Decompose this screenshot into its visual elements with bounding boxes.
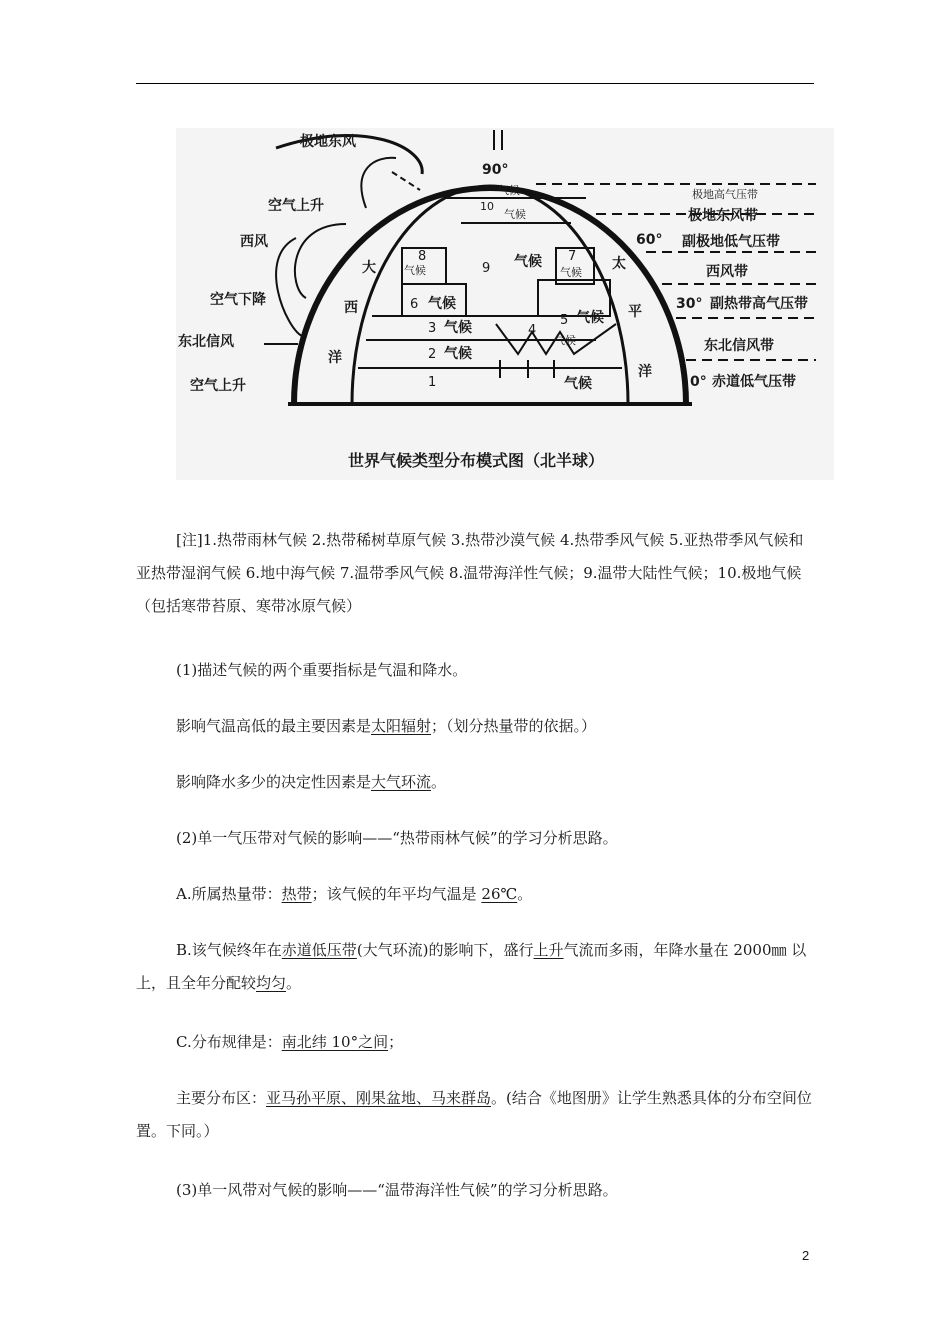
answer-latitude: 南北纬 10°之间 bbox=[281, 1033, 389, 1051]
label-polar-easterly: 极地东风 bbox=[300, 134, 356, 150]
label-equatorial-low: 赤道低气压带 bbox=[712, 374, 796, 390]
ocean-atlantic-2: 西 bbox=[344, 300, 358, 316]
answer-tropical: 热带 bbox=[281, 885, 312, 903]
label-westerly: 西风 bbox=[240, 234, 268, 250]
paragraph-8: 主要分布区：亚马孙平原、刚果盆地、马来群岛。(结合《地图册》让学生熟悉具体的分布空间位置。下同。） bbox=[136, 1089, 812, 1140]
label-air-rise: 空气上升 bbox=[268, 198, 324, 214]
label-deg90: 90° bbox=[482, 162, 509, 178]
answer-equatorial-low: 赤道低压带 bbox=[281, 941, 357, 959]
climate-word-5: 气候 bbox=[576, 310, 604, 326]
label-deg30: 30° bbox=[676, 296, 703, 312]
page-number: 2 bbox=[802, 1248, 810, 1263]
zone-1: 1 bbox=[428, 375, 437, 390]
paragraph-7: C.分布规律是：南北纬 10°之间； bbox=[176, 1033, 404, 1051]
climate-diagram bbox=[176, 128, 834, 480]
climate-distribution-figure bbox=[176, 128, 834, 480]
label-polar-high: 极地高气压带 bbox=[692, 188, 758, 201]
answer-regions: 亚马孙平原、刚果盆地、马来群岛 bbox=[266, 1089, 492, 1107]
climate-word-10a: 气候 bbox=[498, 184, 520, 197]
answer-atmospheric-circulation: 大气环流 bbox=[371, 773, 432, 791]
label-subpolar-low: 副极地低气压带 bbox=[682, 234, 780, 250]
label-polar-east-belt: 极地东风带 bbox=[688, 208, 758, 224]
zone-7: 7 bbox=[568, 249, 577, 264]
paragraph-5: A.所属热量带：热带；该气候的年平均气温是 26℃。 bbox=[176, 885, 533, 903]
climate-word-9: 气候 bbox=[514, 254, 542, 270]
climate-word-10b: 气候 bbox=[504, 208, 526, 221]
legend-note: [注]1.热带雨林气候 2.热带稀树草原气候 3.热带沙漠气候 4.热带季风气候 5.亚热带季风气候和亚热带湿润气候 6.地中海气候 7.温带季风气候 8.温带海洋性气候；9.温带大陆性气候；10.极地气候（包括寒带苔原、寒带冰原气候） bbox=[136, 531, 804, 615]
climate-word-6: 气候 bbox=[428, 296, 456, 312]
label-ne-trade: 东北信风 bbox=[178, 334, 234, 350]
zone-6: 6 bbox=[410, 297, 419, 312]
header-rule bbox=[136, 83, 814, 84]
zone-9: 9 bbox=[482, 261, 491, 276]
label-deg60: 60° bbox=[636, 232, 663, 248]
label-westerly-belt: 西风带 bbox=[706, 264, 748, 280]
climate-word-1: 气候 bbox=[564, 376, 592, 392]
answer-temperature: 26℃ bbox=[481, 885, 518, 903]
ocean-atlantic-3: 洋 bbox=[328, 350, 342, 366]
zone-4: 4 bbox=[528, 323, 537, 338]
label-air-sink: 空气下降 bbox=[210, 292, 266, 308]
ocean-pacific-1: 太 bbox=[612, 256, 626, 272]
climate-word-8: 气候 bbox=[404, 264, 426, 277]
ocean-pacific-3: 洋 bbox=[638, 364, 652, 380]
paragraph-3: 影响降水多少的决定性因素是大气环流。 bbox=[176, 773, 447, 791]
paragraph-4: (2)单一气压带对气候的影响——“热带雨林气候”的学习分析思路。 bbox=[176, 829, 618, 847]
paragraph-9: (3)单一风带对气候的影响——“温带海洋性气候”的学习分析思路。 bbox=[176, 1181, 618, 1199]
zone-5: 5 bbox=[560, 313, 569, 328]
paragraph-2: 影响气温高低的最主要因素是太阳辐射；（划分热量带的依据。） bbox=[176, 717, 597, 735]
climate-word-7: 气候 bbox=[560, 266, 582, 279]
climate-word-4: 气候 bbox=[554, 334, 576, 347]
zone-2: 2 bbox=[428, 347, 437, 362]
zone-8: 8 bbox=[418, 249, 427, 264]
zone-3: 3 bbox=[428, 321, 437, 336]
climate-word-3: 气候 bbox=[444, 320, 472, 336]
label-ne-trade-belt: 东北信风带 bbox=[704, 338, 774, 354]
label-deg0: 0° bbox=[690, 374, 707, 390]
paragraph-1: (1)描述气候的两个重要指标是气温和降水。 bbox=[176, 661, 468, 679]
ocean-pacific-2: 平 bbox=[628, 304, 642, 320]
label-air-rise-equator: 空气上升 bbox=[190, 378, 246, 394]
answer-solar-radiation: 太阳辐射 bbox=[371, 717, 432, 735]
ocean-atlantic-1: 大 bbox=[362, 260, 376, 276]
climate-word-2: 气候 bbox=[444, 346, 472, 362]
answer-even: 均匀 bbox=[256, 974, 287, 992]
zone-10: 10 bbox=[480, 200, 494, 213]
answer-rising: 上升 bbox=[533, 941, 564, 959]
figure-caption: 世界气候类型分布模式图（北半球） bbox=[348, 451, 605, 470]
label-subtropical-high: 副热带高气压带 bbox=[710, 296, 808, 312]
paragraph-6: B.该气候终年在赤道低压带(大气环流)的影响下，盛行上升气流而多雨，年降水量在 2000㎜ 以上，且全年分配较均匀。 bbox=[136, 941, 807, 992]
